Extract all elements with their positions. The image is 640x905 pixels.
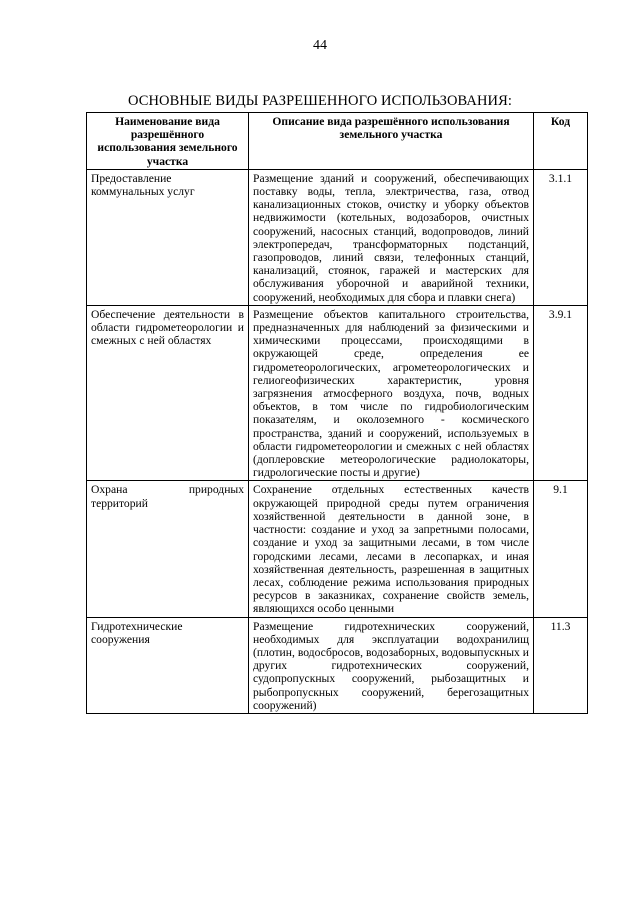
table-header-row: [87, 113, 588, 170]
document-title: ОСНОВНЫЕ ВИДЫ РАЗРЕШЕННОГО ИСПОЛЬЗОВАНИЯ:: [127, 93, 513, 109]
use-code: 11.3: [534, 617, 588, 713]
permitted-use-table: [86, 112, 588, 714]
header-name: Наименование вида разрешённого использования земельного участка: [87, 113, 249, 170]
use-name: Обеспечение деятельности в области гидрометеорологии и смежных с ней областях: [87, 305, 249, 481]
header-description: Описание вида разрешённого использования земельного участка: [249, 113, 534, 170]
use-code: 3.1.1: [534, 169, 588, 305]
use-name: Охрана природных территорий: [87, 481, 249, 617]
table-row: [87, 481, 588, 617]
use-description: Сохранение отдельных естественных качеств окружающей природной среды путем ограничения хозяйственной деятельности в данной зоне, в частности: создание и уход за запретными полосами, создание и уход за защитными лесами, в том числе городскими лесами, лесами в лесопарках, и иная хозяйственная деятельность, разрешенная в защитных лесах, соблюдение режима использования природных ресурсов в заказниках, сохранение свойств земель, являющихся особо ценными: [249, 481, 534, 617]
use-name: Предоставление коммунальных услуг: [87, 169, 249, 305]
header-code: Код: [534, 113, 588, 170]
use-code: 9.1: [534, 481, 588, 617]
use-name: Гидротехнические сооружения: [87, 617, 249, 713]
use-description: Размещение объектов капитального строительства, предназначенных для наблюдений за физическими и химическими процессами, происходящими в окружающей среде, определения ее гидрометеорологических, агрометеорологических и гелиогеофизических характеристик, уровня загрязнения атмосферного воздуха, почв, водных объектов, в том числе по гидробиологическим показателям, и околоземного - космического пространства, зданий и сооружений, используемых в области гидрометеорологии и смежных с ней областях (доплеровские метеорологические радиолокаторы, гидрологические посты и другие): [249, 305, 534, 481]
table-row: [87, 169, 588, 305]
table-row: [87, 305, 588, 481]
table-row: [87, 617, 588, 713]
use-description: Размещение гидротехнических сооружений, необходимых для эксплуатации водохранилищ (плотин, водосбросов, водозаборных, водовыпускных и других гидротехнических сооружений, судопропускных сооружений, рыбозащитных и рыбопропускных сооружений, берегозащитных сооружений): [249, 617, 534, 713]
page-number: 44: [313, 38, 327, 53]
use-description: Размещение зданий и сооружений, обеспечивающих поставку воды, тепла, электричества, газа, отвод канализационных стоков, очистку и уборку объектов недвижимости (котельных, водозаборов, очистных сооружений, насосных станций, водопроводов, линий электропередач, трансформаторных подстанций, газопроводов, линий связи, телефонных станций, канализаций, стоянок, гаражей и мастерских для обслуживания уборочной и аварийной техники, сооружений, необходимых для сбора и плавки снега): [249, 169, 534, 305]
use-code: 3.9.1: [534, 305, 588, 481]
